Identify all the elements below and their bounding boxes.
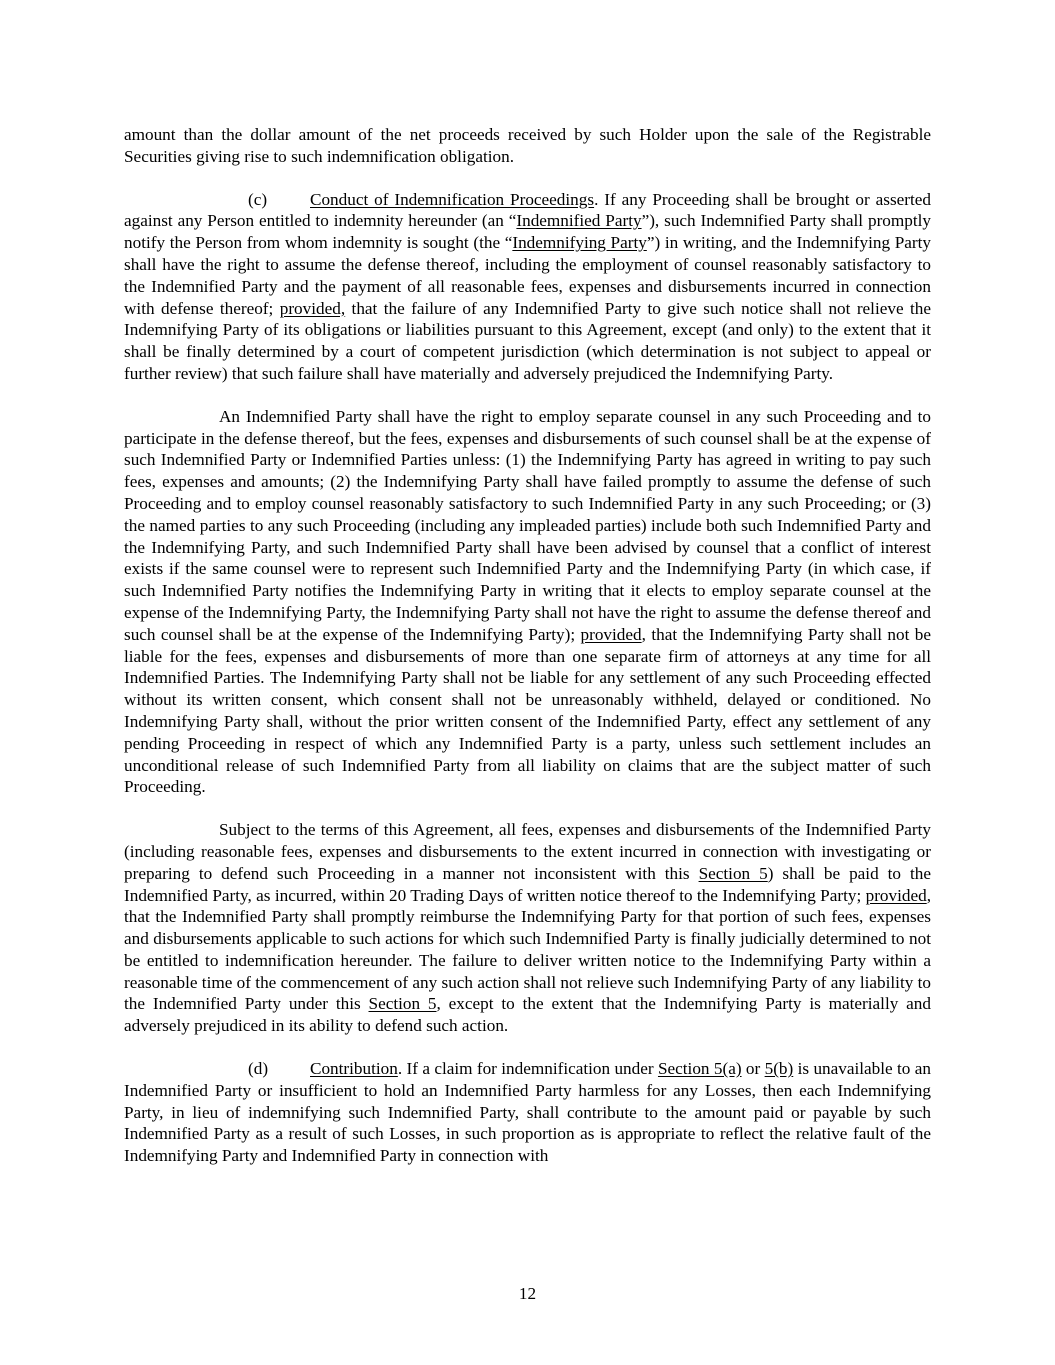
paragraph-text: ”), such Indemnified Party shall promptly notify the Person from whom indemnity is sought (the “	[124, 211, 931, 253]
section-heading: Conduct of Indemnification Proceedings	[310, 189, 595, 209]
section-marker: (d)	[248, 1059, 269, 1079]
paragraph-c-conduct-of-indemnification-proceedings	[124, 189, 931, 385]
proviso-term: provided	[580, 624, 642, 644]
paragraph-text: , that the Indemnifying Party shall not be liable for the fees, expenses and disbursements of more than one separate firm of attorneys at any time for all Indemnified Parties. The Indemnifying Party shall not be liable for any settlement of any such Proceeding effected without its written consent, which consent shall not be unreasonably withheld, delayed or conditioned. No Indemnifying Party shall, without the prior written consent of the Indemnified Party, effect any settlement of any pending Proceeding in respect of which any Indemnified Party is a party, unless such settlement includes an unconditional release of such Indemnified Party from all liability on claims that are the subject matter of such Proceeding.	[124, 624, 931, 797]
paragraph-text: An Indemnified Party shall have the right to employ separate counsel in any such Proceeding and to participate in the defense thereof, but the fees, expenses and disbursements of such counsel shall be at the expense of such Indemnified Party or Indemnified Parties unless: (1) the Indemnifying Party has agreed in writing to pay such fees, expenses and amounts; (2) the Indemnifying Party shall have failed promptly to assume the defense of such Proceeding and to employ counsel reasonably satisfactory to such Indemnified Party in any such Proceeding; or (3) the named parties to any such Proceeding (including any impleaded parties) include both such Indemnified Party and the Indemnifying Party, and such Indemnified Party shall have been advised by counsel that a conflict of interest exists if the same counsel were to represent such Indemnified Party and the Indemnifying Party (in which case, if such Indemnified Party notifies the Indemnifying Party in writing that it elects to employ separate counsel at the expense of the Indemnifying Party, the Indemnifying Party shall not have the right to assume the defense thereof and such counsel shall be at the expense of the Indemnifying Party);	[124, 406, 931, 644]
paragraph-text: or	[741, 1059, 765, 1079]
paragraph-text: . If any Proceeding shall be brought or asserted against any Person entitled to indemnity hereunder (an “	[124, 189, 931, 231]
section-heading: Contribution	[310, 1059, 398, 1079]
document-page	[124, 124, 931, 1188]
paragraph-text: , that the Indemnified Party shall promptly reimburse the Indemnifying Party for that portion of such fees, expenses and disbursements applicable to such actions for which such Indemnified Party is finally judicially determined to not be entitled to indemnification hereunder. The failure to deliver written notice to the Indemnifying Party within a reasonable time of the commencement of any such action shall not relieve such Indemnifying Party of any liability to the Indemnified Party under this	[124, 885, 931, 1014]
proviso-term: provided	[865, 885, 927, 905]
paragraph-text: ”) in writing, and the Indemnifying Party shall have the right to assume the defense thereof, including the employment of counsel reasonably satisfactory to the Indemnified Party and the payment of all reasonable fees, expenses and disbursements incurred in connection with defense thereof;	[124, 233, 931, 318]
paragraph-text: amount than the dollar amount of the net proceeds received by such Holder upon the sale of the Registrable Securities giving rise to such indemnification obligation.	[124, 125, 931, 166]
paragraph-text: , except to the extent that the Indemnifying Party is materially and adversely prejudiced in its ability to defend such action.	[124, 994, 931, 1036]
paragraph-text: Subject to the terms of this Agreement, all fees, expenses and disbursements of the Indemnified Party (including reasonable fees, expenses and disbursements to the extent incurred in connection with investigating or preparing to defend such Proceeding in a manner not inconsistent with this	[124, 820, 931, 883]
section-reference: 5(b)	[764, 1059, 794, 1079]
paragraph-continuation	[124, 124, 931, 168]
paragraph-text: ) shall be paid to the Indemnified Party, as incurred, within 20 Trading Days of written notice thereof to the Indemnifying Party;	[124, 863, 931, 905]
defined-term: Indemnifying Party	[512, 233, 647, 253]
paragraph-fees-and-expenses	[124, 819, 931, 1037]
paragraph-separate-counsel	[124, 406, 931, 798]
defined-term: Indemnified Party	[516, 211, 642, 231]
section-reference: Section 5	[368, 994, 437, 1014]
section-reference: Section 5(a)	[657, 1059, 742, 1079]
section-reference: Section 5	[698, 863, 768, 883]
paragraph-text: that the failure of any Indemnified Party to give such notice shall not relieve the Indemnifying Party of its obligations or liabilities pursuant to this Agreement, except (and only) to the extent that it shall be finally determined by a court of competent jurisdiction (which determination is not subject to appeal or further review) that such failure shall have materially and adversely prejudiced the Indemnifying Party.	[124, 298, 931, 383]
paragraph-text: is unavailable to an Indemnified Party or insufficient to hold an Indemnified Party harmless for any Losses, then each Indemnifying Party, in lieu of indemnifying such Indemnified Party, shall contribute to the amount paid or payable by such Indemnified Party as a result of such Losses, in such proportion as is appropriate to reflect the relative fault of the Indemnifying Party and Indemnified Party in connection with	[124, 1059, 931, 1166]
section-marker: (c)	[248, 189, 268, 209]
paragraph-d-contribution	[124, 1058, 931, 1167]
paragraph-text: . If a claim for indemnification under	[397, 1059, 658, 1079]
page-number: 12	[518, 1284, 537, 1303]
proviso-term: provided,	[279, 298, 346, 318]
